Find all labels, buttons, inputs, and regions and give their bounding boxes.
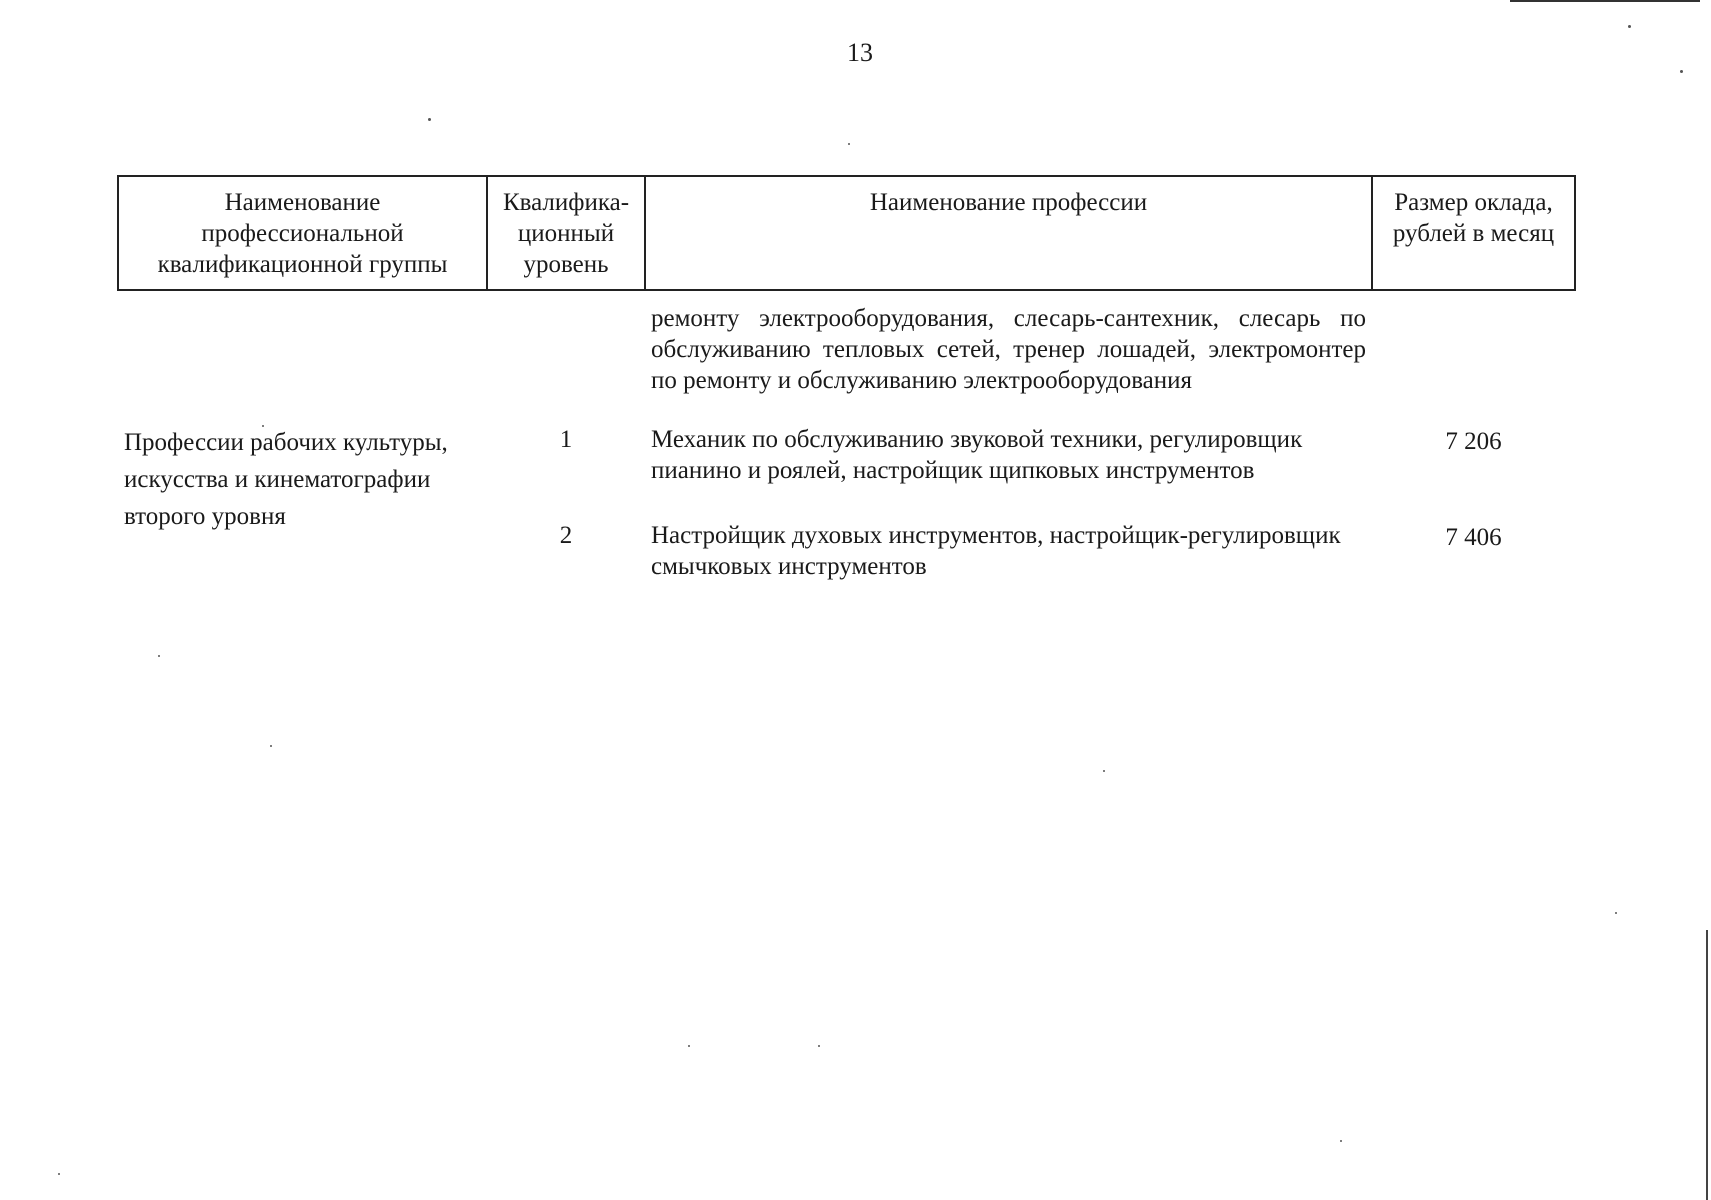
profession-list: Настройщик духовых инструментов, настройщик-регулировщик смычковых инструментов — [651, 522, 1341, 580]
continuation-text: ремонту электрооборудования, слесарь-сантехник, слесарь по обслуживанию тепловых сетей, тренер лошадей, электромонтер по ремонту и обслуживанию электрооборудования — [651, 305, 1366, 394]
scan-speck — [818, 1045, 820, 1047]
profession-list: Механик по обслуживанию звуковой техники, регулировщик пианино и роялей, настройщик щипковых инструментов — [651, 426, 1303, 484]
scan-speck — [1103, 770, 1105, 772]
scan-speck — [158, 655, 160, 657]
table-row — [118, 412, 1575, 508]
page-number: 13 — [847, 38, 873, 67]
scan-speck — [58, 1173, 60, 1175]
qualification-level: 1 — [559, 426, 573, 453]
salary-value: 7 406 — [1445, 524, 1502, 551]
scan-speck — [270, 745, 272, 747]
header-group: Наименование профессиональной квалификационной группы — [118, 176, 487, 290]
salary-value: 7 206 — [1445, 428, 1502, 455]
scan-speck — [688, 1045, 690, 1047]
continuation-row — [118, 290, 1575, 412]
scan-speck — [1340, 1140, 1342, 1142]
header-profession: Наименование профессии — [645, 176, 1372, 290]
scan-speck — [428, 118, 431, 121]
scan-top-rule — [1510, 0, 1700, 2]
scan-speck — [1628, 25, 1631, 28]
scan-speck — [848, 143, 850, 145]
table-header-row — [118, 176, 1575, 290]
qualification-level: 2 — [559, 522, 573, 549]
scan-speck — [1615, 912, 1617, 914]
header-salary: Размер оклада, рублей в месяц — [1372, 176, 1575, 290]
scan-speck — [1680, 70, 1683, 73]
group-name: Профессии рабочих культуры, искусства и кинематографии второго уровня — [124, 429, 448, 530]
salary-table — [117, 175, 1576, 604]
header-level: Квалифика-ционный уровень — [487, 176, 645, 290]
scan-edge-line — [1706, 930, 1708, 1200]
